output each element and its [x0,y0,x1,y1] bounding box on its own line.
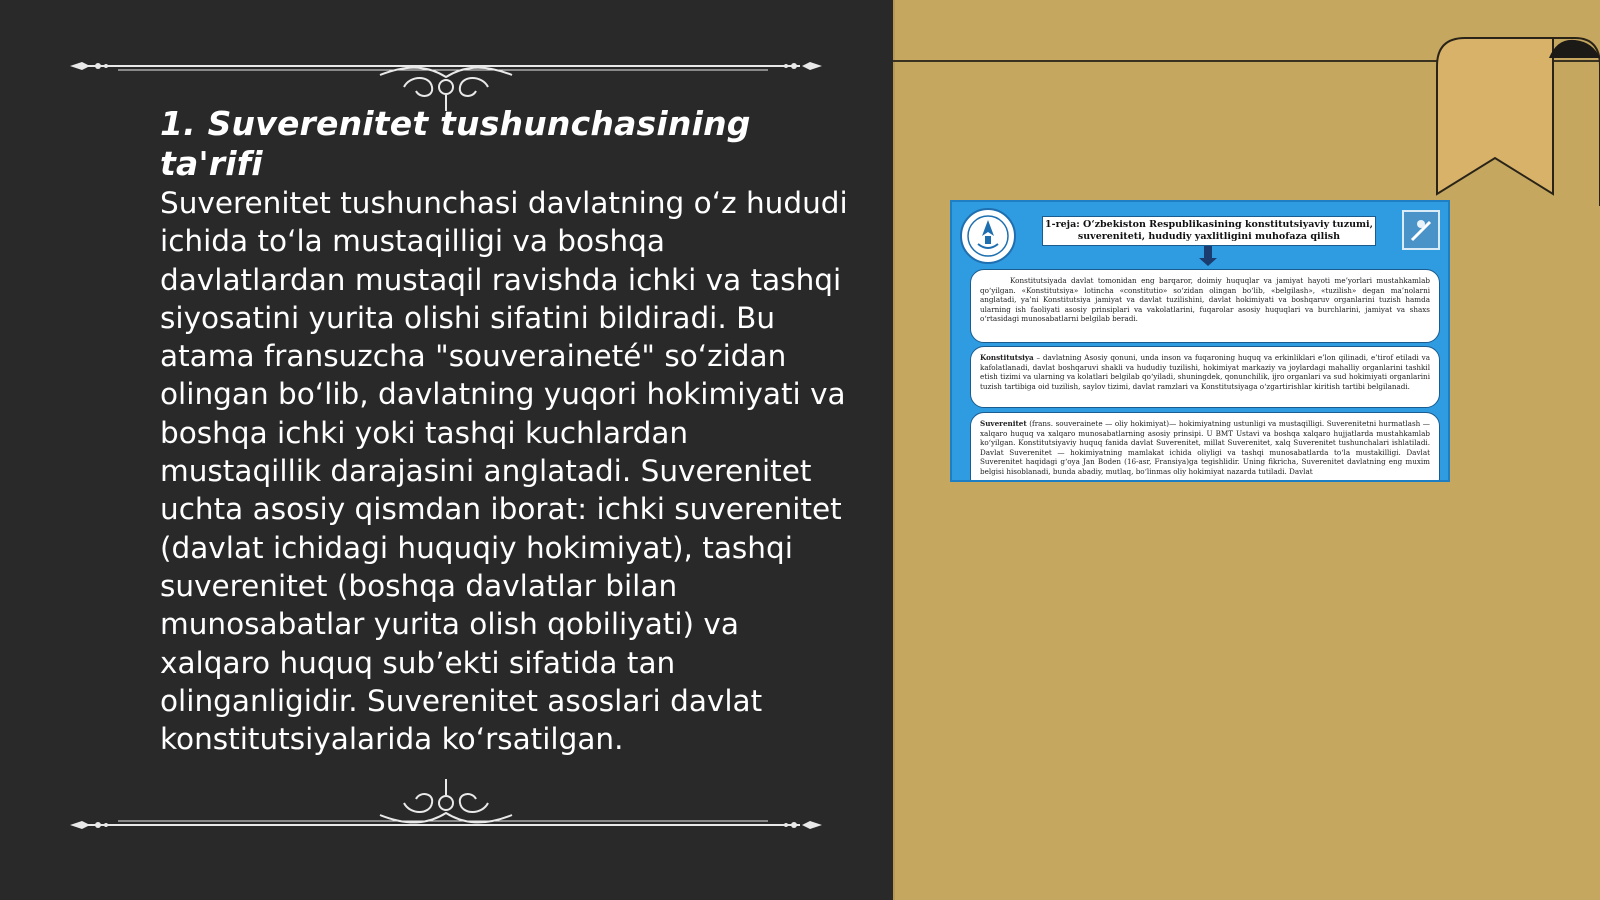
thumbnail-box-sovereignty [970,412,1440,482]
flag-emblem-icon [1402,210,1440,250]
thumbnail-heading: 1-reja: O‘zbekiston Respublikasining konstitutsiyaviy tuzumi, suvereniteti, hududiy yaxlitligini muhofaza qilish [1042,216,1376,246]
bottom-flourish-ornament [0,775,893,835]
slide-thumbnail-image [950,200,1450,482]
slide-body-text: Suverenitet tushunchasi davlatning o‘z hududi ichida to‘la mustaqilligi va boshqa davlatlardan mustaqil ravishda ichki va tashqi siyosatini yurita olishi sifatini bildiradi. Bu atama fransuzcha "souveraineté" so‘zidan olingan bo‘lib, davlatning yuqori hokimiyati va boshqa ichki yoki tashqi kuchlardan mustaqillik darajasini anglatadi. Suverenitet uchta asosiy qismdan iborat: ichki suverenitet (davlat ichidagi huquqiy hokimiyat), tashqi suverenitet (boshqa davlatlar bilan munosabatlar yurita olish qobiliyati) va xalqaro huquq sub’ekti sifatida tan olinganligidir. Suverenitet asoslari davlat konstitutsiyalarida ko‘rsatilgan. [160,186,848,757]
slide-title: 1. Suverenitet tushunchasining ta'rifi [160,104,751,183]
definition-text: (frans. souverainete — oliy hokimiyat)— hokimiyatning ustunligi va mustaqilligi. Suverenitetni hurmatlash — xalqaro huquq va xalqaro munosabatlarning asosiy prinsipi. U BMT Ustavi va boshqa xalqaro hujjatlarda mustahkamlab ko‘yilgan. Konstitutsiyaviy huquq fanida davlat Suverenitet, millat Suverenitet, xalq Suverenitet tushunchalari ishlatiladi. Davlat Suverenitet — hokimiyatning mamlakat ichida oliyligi va tashqi munosabatlarda to‘la mustakilligi. Davlat Suverenitet haqidagi g‘oya Jan Boden (16-asr, Fransiya)ga tegishlidir. Uning fikricha, Suverenitet davlatning eng muxim belgisi hisoblanadi, bunda abadiy, mutlaq, bo‘linmas oliy hokimiyat nazarda tutiladi. Davlat [980,419,1430,476]
thumbnail-box-constitution: Konstitutsiyada davlat tomonidan eng barqaror, doimiy huquqlar va jamiyat hayoti me’yorlari mustahkamlab qo‘yilgan. «Konstitutsiya» lotincha «constitutio» so‘zidan olingan bo‘lib, «belgilash», «tuzilish» degan ma’nolarni anglatadi, ya’ni Konstitutsiya jamiyat va davlat tuzilishini, davlat hokimiyati va boshqaruv organlarini tuzish hamda ularning ish faoliyati asosiy prinsiplari va vakolatlarini, fuqarolar asosiy huquqlari va burchlarini, jamiyat va shaxs o‘rtasidagi munosabatlarni belgilab beradi. [970,269,1440,343]
term-label: Suverenitet [980,419,1027,428]
emblem-logo-icon [960,208,1016,264]
bookmark-ribbon-icon [1435,36,1600,206]
down-arrow-icon [1204,246,1212,260]
definition-text: – davlatning Asosiy qonuni, unda inson va fuqaroning huquq va erkinliklari e’lon qilinadi, e’tirof etiladi va kafolatlanadi, davlat boshqaruvi shakli va hududiy tuzilishi, hokimiyat markaziy va joylardagi mahalliy organlarini tashkil etish tizimi va ularning va kolatlari belgilab qo‘yiladi, shuningdek, qonunchilik, ijro organlari va sud hokimiyati organlarini tuzish tartibiga oid tuzilish, saylov tizimi, davlat ramzlari va Konstitutsiyaga o‘zgartirishlar kiritish tartibi belgilanadi. [980,353,1430,391]
thumbnail-box-definition [970,346,1440,408]
term-label: Konstitutsiya [980,353,1034,362]
